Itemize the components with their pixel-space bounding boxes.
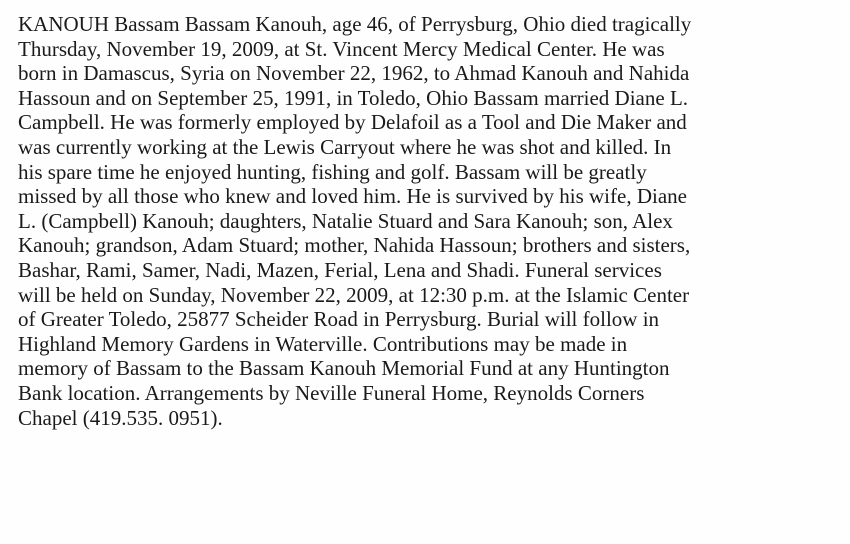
obituary-line: Chapel (419.535. 0951).: [18, 405, 223, 430]
obituary-line: was currently working at the Lewis Carryout where he was shot and killed. In: [18, 134, 672, 159]
obituary-text: [18, 12, 843, 430]
obituary-line: Highland Memory Gardens in Waterville. Contributions may be made in: [18, 331, 628, 356]
obituary-line: his spare time he enjoyed hunting, fishing and golf. Bassam will be greatly: [18, 159, 647, 184]
obituary-line: L. (Campbell) Kanouh; daughters, Natalie Stuard and Sara Kanouh; son, Alex: [18, 208, 673, 233]
obituary-line: missed by all those who knew and loved him. He is survived by his wife, Diane: [18, 184, 687, 209]
obituary-line: born in Damascus, Syria on November 22, 1962, to Ahmad Kanouh and Nahida: [18, 61, 690, 86]
obituary-line: Kanouh; grandson, Adam Stuard; mother, Nahida Hassoun; brothers and sisters,: [18, 233, 691, 258]
obituary-line: Bank location. Arrangements by Neville Funeral Home, Reynolds Corners: [18, 380, 645, 405]
obituary-line: Bashar, Rami, Samer, Nadi, Mazen, Ferial, Lena and Shadi. Funeral services: [18, 257, 662, 282]
obituary-line: Hassoun and on September 25, 1991, in Toledo, Ohio Bassam married Diane L.: [18, 85, 689, 110]
obituary-line: Thursday, November 19, 2009, at St. Vincent Mercy Medical Center. He was: [18, 36, 665, 61]
obituary-line: of Greater Toledo, 25877 Scheider Road in Perrysburg. Burial will follow in: [18, 307, 660, 332]
obituary-line: memory of Bassam to the Bassam Kanouh Memorial Fund at any Huntington: [18, 356, 670, 381]
obituary-line: will be held on Sunday, November 22, 2009, at 12:30 p.m. at the Islamic Center: [18, 282, 690, 307]
obituary-line: Campbell. He was formerly employed by Delafoil as a Tool and Die Maker and: [18, 110, 687, 135]
obituary-line: KANOUH Bassam Bassam Kanouh, age 46, of Perrysburg, Ohio died tragically: [18, 12, 692, 36]
